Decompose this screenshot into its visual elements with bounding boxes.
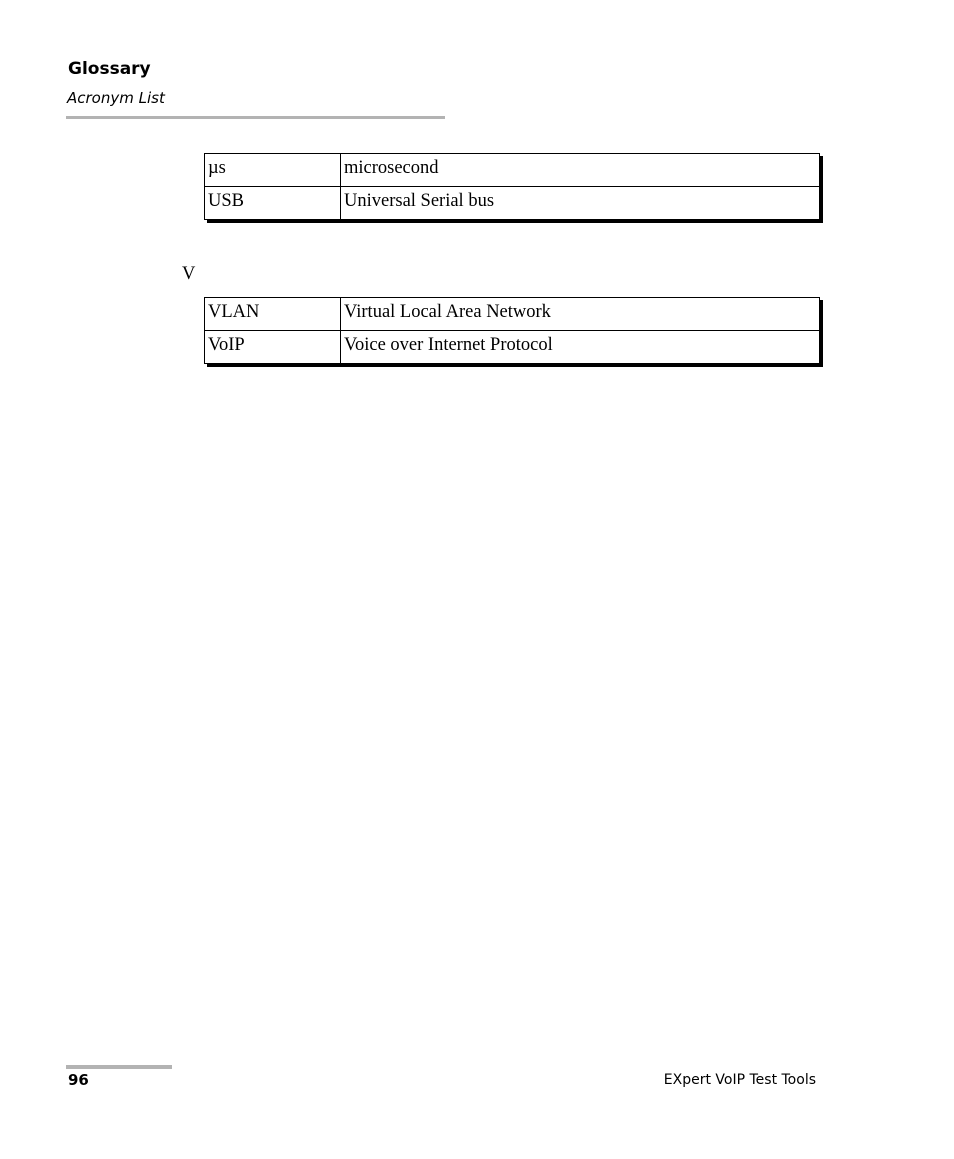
page-number: 96 [68, 1071, 89, 1089]
acronym-cell: µs [205, 154, 341, 187]
product-name: EXpert VoIP Test Tools [663, 1072, 816, 1088]
definition-cell: microsecond [341, 154, 820, 187]
acronym-cell: USB [205, 187, 341, 220]
acronym-table-v [204, 297, 820, 364]
footer-divider [66, 1065, 172, 1069]
acronym-table-u [204, 153, 820, 220]
header-divider [66, 116, 445, 119]
definition-cell: Universal Serial bus [341, 187, 820, 220]
definition-cell: Virtual Local Area Network [341, 298, 820, 331]
table-row [205, 154, 820, 187]
table-row [205, 331, 820, 364]
page-header-title: Glossary [68, 59, 151, 79]
table-row [205, 187, 820, 220]
acronym-cell: VLAN [205, 298, 341, 331]
page-header-subtitle: Acronym List [67, 89, 165, 107]
section-letter-v: V [182, 264, 196, 284]
table-row [205, 298, 820, 331]
acronym-cell: VoIP [205, 331, 341, 364]
definition-cell: Voice over Internet Protocol [341, 331, 820, 364]
